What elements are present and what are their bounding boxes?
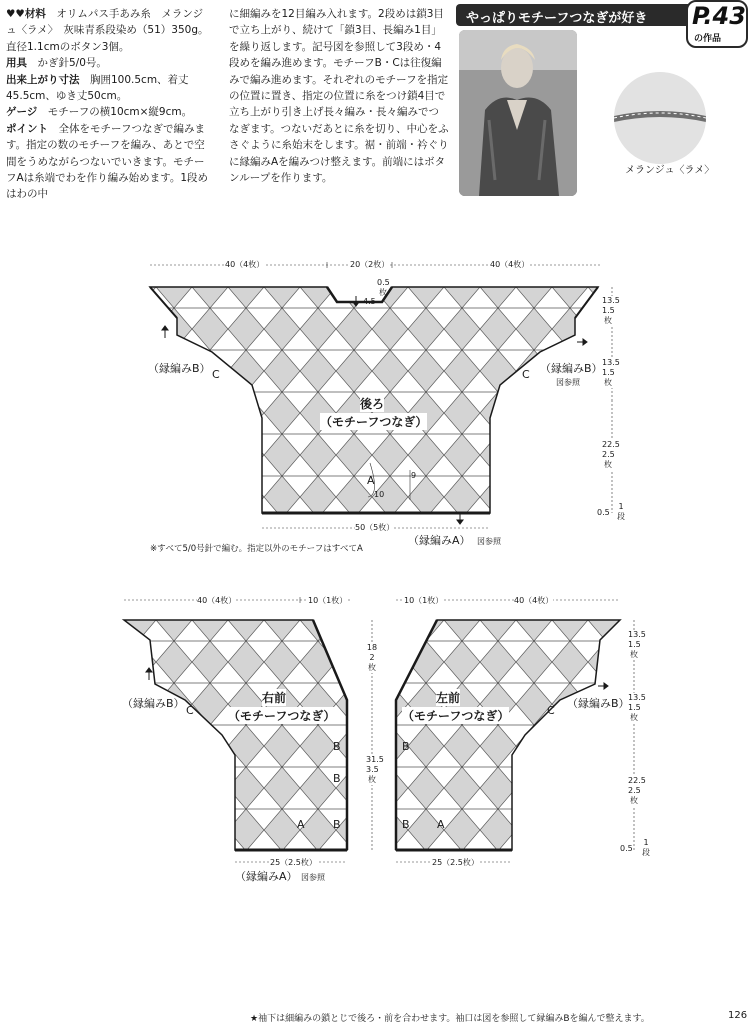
left-front-side-dim-1: 13.5 1.5 枚 <box>628 630 646 659</box>
left-front-motif-b-2: B <box>402 818 410 831</box>
back-motif-c-right: C <box>522 368 530 381</box>
back-side-dim-4-value: 0.5 <box>597 508 610 517</box>
instructions-text: に細編みを12目編み入れます。2段めは鎖3目で立ち上がり、続けて「鎖3目、長編み1目」を繰り返します。記号図を参照して3段め・4段めを編み進めます。モチーフB・Cは往復編みで編み進めます。それぞれのモチーフを指定の位置に置き、指定の位置に糸をつけ鎖4目で立ち上がり引き上げ長々編み・長々編みでつなぎます。つないだあとに糸を切り、中心をふさぐように糸始末をします。裾・前端・衿ぐりに縁編みAを編みつけ整えます。前端にはボタンループを作ります。 <box>229 8 449 185</box>
right-front-title: 右前 <box>262 691 287 705</box>
back-dim-motif-width: 10 <box>374 490 385 499</box>
back-dim-left: 40（4枚） <box>225 260 265 269</box>
back-dim-bottom: 50（5枚） <box>355 523 395 532</box>
back-side-dim-2: 13.5 1.5 枚 <box>602 358 620 387</box>
left-front-dim-top-right: 40（4枚） <box>514 596 554 605</box>
page-ref: P.43 <box>692 2 746 30</box>
right-front-side-dim-2: 31.5 3.5 枚 <box>366 755 384 784</box>
left-front-dim-top-left: 10（1枚） <box>404 596 444 605</box>
point-label: ポイント <box>6 122 48 135</box>
note-text: ※すべて5/0号針で編む。指定以外のモチーフはすべてA <box>150 544 363 554</box>
right-front-dim-bottom: 25（2.5枚） <box>270 858 317 867</box>
footer-note: ★袖下は細編みの鎖とじで後ろ・前を合わせます。袖口は図を参照して縁編みBを編んで整えます。 <box>250 1014 650 1024</box>
back-edge-b-left: （縁編みB） <box>148 362 211 375</box>
size-text: 胸囲100.5cm、着丈45.5cm、ゆき丈50cm。 <box>6 73 189 103</box>
left-front-dim-bottom: 25（2.5枚） <box>432 858 479 867</box>
left-front-side-dim-4-value: 0.5 <box>620 844 633 853</box>
right-front-edge-a-ref: 図参照 <box>301 873 325 882</box>
back-subtitle: （モチーフつなぎ） <box>320 415 428 429</box>
back-edge-a: （縁編みA） <box>408 534 471 547</box>
right-front-dim-top-right: 10（1枚） <box>308 596 348 605</box>
back-dim-neck-top: 0.5 枚 <box>377 278 390 297</box>
back-dim-neck: 4.5 <box>363 297 376 306</box>
right-front-edge-a: （縁編みA） <box>235 870 298 883</box>
back-edge-b-ref: 図参照 <box>556 378 580 387</box>
back-side-dim-4-unit: 1 段 <box>617 502 625 521</box>
back-motif-c-left: C <box>212 368 220 381</box>
gauge-text: モチーフの横10cm×縦9cm。 <box>47 106 193 119</box>
left-front-piece <box>396 620 620 850</box>
right-front-side-dim-1: 18 2 枚 <box>366 643 378 672</box>
left-front-motif-a: A <box>437 818 445 831</box>
back-side-dim-3: 22.5 2.5 枚 <box>602 440 620 469</box>
left-front-motif-c: C <box>547 704 555 717</box>
materials-text: オリムパス手あみ糸 メランジュ〈ラメ〉 灰味青系段染め（51）350g。直径1.1cmのボタン3個。 <box>6 8 209 53</box>
page-number: 126 <box>728 1010 748 1021</box>
right-front-motif-b-2: B <box>333 772 341 785</box>
tools-text: かぎ針5/0号。 <box>37 57 107 70</box>
page-ref-suffix: の作品 <box>694 34 722 44</box>
back-dim-center: 20（2枚） <box>350 260 390 269</box>
left-front-motif-b-1: B <box>402 740 410 753</box>
right-front-motif-b-1: B <box>333 740 341 753</box>
back-dim-motif-height: 9 <box>411 471 417 480</box>
left-front-side-dim-4-unit: 1 段 <box>642 838 650 857</box>
size-label: 出来上がり寸法 <box>6 73 80 86</box>
back-side-dim-1: 13.5 1.5 枚 <box>602 296 620 325</box>
right-front-piece <box>124 620 347 850</box>
tools-label: 用具 <box>6 57 27 70</box>
right-front-motif-c: C <box>186 704 194 717</box>
left-front-title: 左前 <box>436 691 461 705</box>
left-front-edge-b: （縁編みB） <box>567 697 630 710</box>
materials-label: ♥♥材料 <box>6 8 46 20</box>
back-title: 後ろ <box>360 397 385 411</box>
back-edge-a-ref: 図参照 <box>477 537 501 546</box>
left-front-side-dim-3: 22.5 2.5 枚 <box>628 776 646 805</box>
point-text: 全体をモチーフつなぎで編みます。指定の数のモチーフを編み、あとで空間をうめながらつないでいきます。モチーフAは糸端でわを作り編み始めます。1段めはわの中 <box>6 122 209 201</box>
yarn-label: メランジュ〈ラメ〉 <box>625 165 715 176</box>
right-front-edge-b: （縁編みB） <box>122 697 185 710</box>
back-dim-right: 40（4枚） <box>490 260 530 269</box>
right-front-subtitle: （モチーフつなぎ） <box>228 709 336 723</box>
series-title: やっぱりモチーフつなぎが好き <box>466 11 648 26</box>
right-front-motif-b-3: B <box>333 818 341 831</box>
back-motif-a: A <box>367 474 375 487</box>
left-front-subtitle: （モチーフつなぎ） <box>402 709 510 723</box>
right-front-motif-a: A <box>297 818 305 831</box>
right-front-dim-top-left: 40（4枚） <box>197 596 237 605</box>
left-front-side-dim-2: 13.5 1.5 枚 <box>628 693 646 722</box>
gauge-label: ゲージ <box>6 106 38 119</box>
back-edge-b-right: （縁編みB） <box>540 362 603 375</box>
